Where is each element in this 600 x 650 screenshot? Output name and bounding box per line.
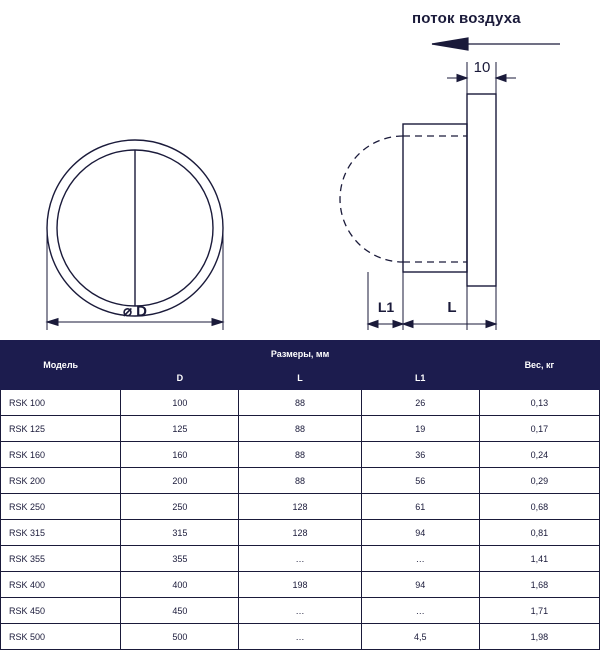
cell-l1: 4,5 bbox=[361, 624, 479, 650]
table-row bbox=[1, 390, 600, 416]
cell-weight: 0,24 bbox=[479, 442, 599, 468]
cell-l: 198 bbox=[239, 572, 361, 598]
cell-model: RSK 450 bbox=[1, 598, 121, 624]
header-model: Модель bbox=[1, 341, 121, 390]
cell-l1: 36 bbox=[361, 442, 479, 468]
duct-collar bbox=[403, 124, 467, 272]
cell-l: 88 bbox=[239, 416, 361, 442]
cell-l1: 94 bbox=[361, 572, 479, 598]
cell-model: RSK 355 bbox=[1, 546, 121, 572]
l-arrow-right bbox=[486, 321, 496, 328]
cell-d: 100 bbox=[121, 390, 239, 416]
header-weight: Вес, кг bbox=[479, 341, 599, 390]
cell-d: 125 bbox=[121, 416, 239, 442]
damper-dome-dashed bbox=[340, 136, 403, 262]
cell-l: 88 bbox=[239, 468, 361, 494]
airflow-arrow bbox=[432, 38, 560, 50]
flange-plate bbox=[467, 94, 496, 286]
cell-d: 355 bbox=[121, 546, 239, 572]
cell-model: RSK 100 bbox=[1, 390, 121, 416]
cell-l1: 94 bbox=[361, 520, 479, 546]
table-body bbox=[1, 390, 600, 650]
dim-arrow-right bbox=[212, 319, 223, 326]
cell-d: 160 bbox=[121, 442, 239, 468]
cell-model: RSK 400 bbox=[1, 572, 121, 598]
cell-l: 128 bbox=[239, 520, 361, 546]
cell-l: 88 bbox=[239, 442, 361, 468]
table-row bbox=[1, 468, 600, 494]
airflow-label: поток воздуха bbox=[412, 10, 521, 27]
cell-l: … bbox=[239, 598, 361, 624]
header-dimensions-group: Размеры, мм bbox=[121, 341, 479, 367]
cell-weight: 1,71 bbox=[479, 598, 599, 624]
cell-l1: … bbox=[361, 546, 479, 572]
table-row bbox=[1, 416, 600, 442]
cell-weight: 1,68 bbox=[479, 572, 599, 598]
l-arrow-left bbox=[403, 321, 413, 328]
cell-weight: 0,29 bbox=[479, 468, 599, 494]
cell-l1: 56 bbox=[361, 468, 479, 494]
cell-model: RSK 500 bbox=[1, 624, 121, 650]
thickness-arrow-right bbox=[496, 75, 506, 82]
table-row bbox=[1, 494, 600, 520]
cell-weight: 0,13 bbox=[479, 390, 599, 416]
cell-d: 400 bbox=[121, 572, 239, 598]
table-row bbox=[1, 546, 600, 572]
cell-l: … bbox=[239, 546, 361, 572]
l1-label: L1 bbox=[377, 299, 395, 315]
table-row bbox=[1, 520, 600, 546]
header-l1: L1 bbox=[361, 367, 479, 390]
diameter-label: ⌀ D bbox=[122, 303, 148, 320]
cell-model: RSK 200 bbox=[1, 468, 121, 494]
cell-weight: 1,98 bbox=[479, 624, 599, 650]
cell-model: RSK 160 bbox=[1, 442, 121, 468]
cell-d: 250 bbox=[121, 494, 239, 520]
cell-weight: 0,68 bbox=[479, 494, 599, 520]
table-row bbox=[1, 572, 600, 598]
cell-d: 315 bbox=[121, 520, 239, 546]
cell-model: RSK 250 bbox=[1, 494, 121, 520]
dim-arrow-left bbox=[47, 319, 58, 326]
cell-d: 500 bbox=[121, 624, 239, 650]
l1-arrow-left bbox=[368, 321, 378, 328]
header-l: L bbox=[239, 367, 361, 390]
cell-l1: 61 bbox=[361, 494, 479, 520]
cell-d: 200 bbox=[121, 468, 239, 494]
thickness-value-label: 10 bbox=[473, 59, 491, 76]
thickness-arrow-left bbox=[457, 75, 467, 82]
table-header bbox=[1, 341, 600, 390]
cell-weight: 0,17 bbox=[479, 416, 599, 442]
header-d: D bbox=[121, 367, 239, 390]
cell-l: … bbox=[239, 624, 361, 650]
specifications-table bbox=[0, 340, 600, 650]
front-view bbox=[47, 140, 223, 316]
cell-l1: 19 bbox=[361, 416, 479, 442]
l-label: L bbox=[447, 299, 457, 316]
side-view-body bbox=[403, 94, 496, 286]
cell-weight: 0,81 bbox=[479, 520, 599, 546]
cell-weight: 1,41 bbox=[479, 546, 599, 572]
table-header-row-1 bbox=[1, 341, 600, 367]
cell-l1: … bbox=[361, 598, 479, 624]
cell-d: 450 bbox=[121, 598, 239, 624]
table-row bbox=[1, 624, 600, 650]
cell-l: 128 bbox=[239, 494, 361, 520]
table-row bbox=[1, 598, 600, 624]
airflow-arrow-head bbox=[432, 38, 468, 50]
cell-l1: 26 bbox=[361, 390, 479, 416]
table-row bbox=[1, 442, 600, 468]
cell-l: 88 bbox=[239, 390, 361, 416]
cell-model: RSK 315 bbox=[1, 520, 121, 546]
cell-model: RSK 125 bbox=[1, 416, 121, 442]
